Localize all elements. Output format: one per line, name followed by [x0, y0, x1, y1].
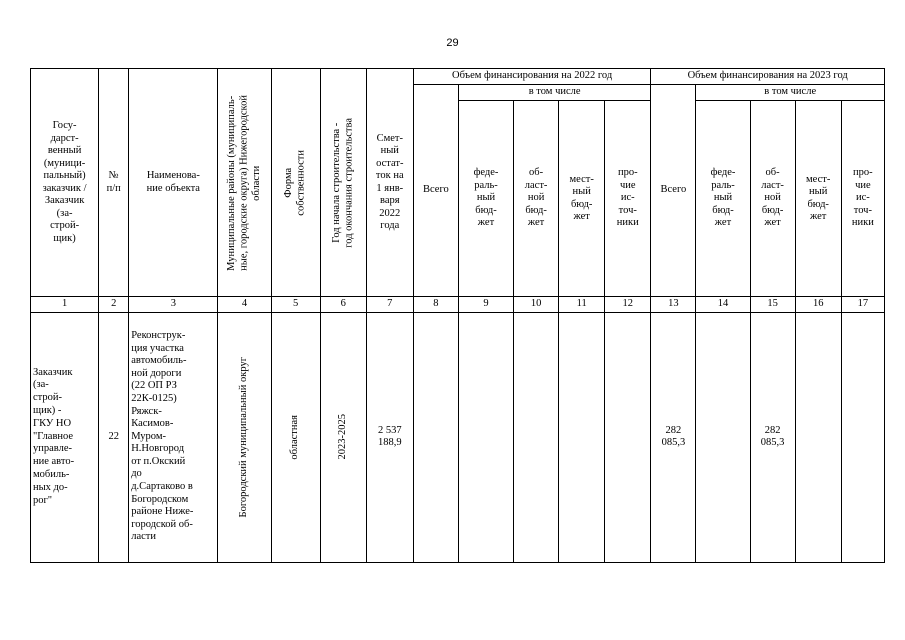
- financing-table: [30, 68, 885, 563]
- ownership-cell: [271, 312, 320, 562]
- row-number: 22: [99, 312, 129, 562]
- header-group-2023: Объем финансирования на 2023 год: [651, 69, 885, 85]
- municipality-cell: [218, 312, 271, 562]
- header-customer: Госу- дарст- венный (муници- пальный) заказчик / Заказчик (за- строй- щик): [31, 69, 99, 297]
- table-row: [31, 312, 885, 562]
- header-municipality: Муниципальные районы (муниципаль- ные, городские округа) Нижегородской области: [225, 94, 262, 271]
- header-ownership-cell: [271, 69, 320, 297]
- column-number: 2: [99, 297, 129, 313]
- regional-2022-cell: [514, 312, 559, 562]
- years-cell: [320, 312, 366, 562]
- header-local-2022: мест- ный бюд- жет: [559, 101, 605, 297]
- header-group-2022: Объем финансирования на 2022 год: [413, 69, 651, 85]
- years-text: 2023-2025: [336, 414, 348, 460]
- header-other-2022: про- чие ис- точ- ники: [605, 101, 651, 297]
- regional-2023-cell: 282 085,3: [750, 312, 795, 562]
- column-number: 17: [841, 297, 884, 313]
- estimated-remainder-cell: 2 537 188,9: [366, 312, 413, 562]
- column-number: 11: [559, 297, 605, 313]
- column-number: 7: [366, 297, 413, 313]
- header-years-cell: [320, 69, 366, 297]
- column-number: 8: [413, 297, 458, 313]
- ownership-text: областная: [289, 414, 301, 460]
- header-object-name: Наименова- ние объекта: [129, 69, 218, 297]
- column-number: 1: [31, 297, 99, 313]
- local-2022-cell: [559, 312, 605, 562]
- column-number: 6: [320, 297, 366, 313]
- other-2023-cell: [841, 312, 884, 562]
- header-incl-2022: в том числе: [458, 85, 650, 101]
- header-ownership: Форма собственности: [283, 149, 307, 216]
- header-federal-2023: феде- раль- ный бюд- жет: [696, 101, 750, 297]
- column-number: 16: [795, 297, 841, 313]
- header-estimated-remainder: Смет- ный остат- ток на 1 янв- варя 2022 года: [366, 69, 413, 297]
- column-number: 15: [750, 297, 795, 313]
- header-regional-2022: об- ласт- ной бюд- жет: [514, 101, 559, 297]
- header-total-2023: Всего: [651, 85, 696, 297]
- customer-cell: Заказчик (за- строй- щик) - ГКУ НО "Главное управле- ние авто- мобиль- ных до- рог": [31, 312, 99, 562]
- page-number: 29: [446, 37, 459, 49]
- municipality-text: Богородский муниципальный округ: [238, 356, 250, 518]
- column-number-row: [31, 297, 885, 313]
- header-regional-2023: об- ласт- ной бюд- жет: [750, 101, 795, 297]
- header-other-2023: про- чие ис- точ- ники: [841, 101, 884, 297]
- column-number: 13: [651, 297, 696, 313]
- column-number: 9: [458, 297, 513, 313]
- column-number: 14: [696, 297, 750, 313]
- header-row-1: [31, 69, 885, 85]
- total-2023-cell: 282 085,3: [651, 312, 696, 562]
- header-incl-2023: в том числе: [696, 85, 885, 101]
- column-number: 3: [129, 297, 218, 313]
- total-2022-cell: [413, 312, 458, 562]
- column-number: 10: [514, 297, 559, 313]
- header-years: Год начала строительства - год окончания строительства: [330, 117, 355, 248]
- federal-2023-cell: [696, 312, 750, 562]
- column-number: 12: [605, 297, 651, 313]
- header-total-2022: Всего: [413, 85, 458, 297]
- header-local-2023: мест- ный бюд- жет: [795, 101, 841, 297]
- federal-2022-cell: [458, 312, 513, 562]
- header-municipality-cell: [218, 69, 271, 297]
- column-number: 5: [271, 297, 320, 313]
- column-number: 4: [218, 297, 271, 313]
- header-number: № п/п: [99, 69, 129, 297]
- other-2022-cell: [605, 312, 651, 562]
- header-federal-2022: феде- раль- ный бюд- жет: [458, 101, 513, 297]
- object-name-cell: Реконструк- ция участка автомобиль- ной дороги (22 ОП РЗ 22К-0125) Ряжск- Касимов- Муром- Н.Новгород от п.Окский до д.Сартаково в Богородском районе Ниже- городской об- ласти: [129, 312, 218, 562]
- local-2023-cell: [795, 312, 841, 562]
